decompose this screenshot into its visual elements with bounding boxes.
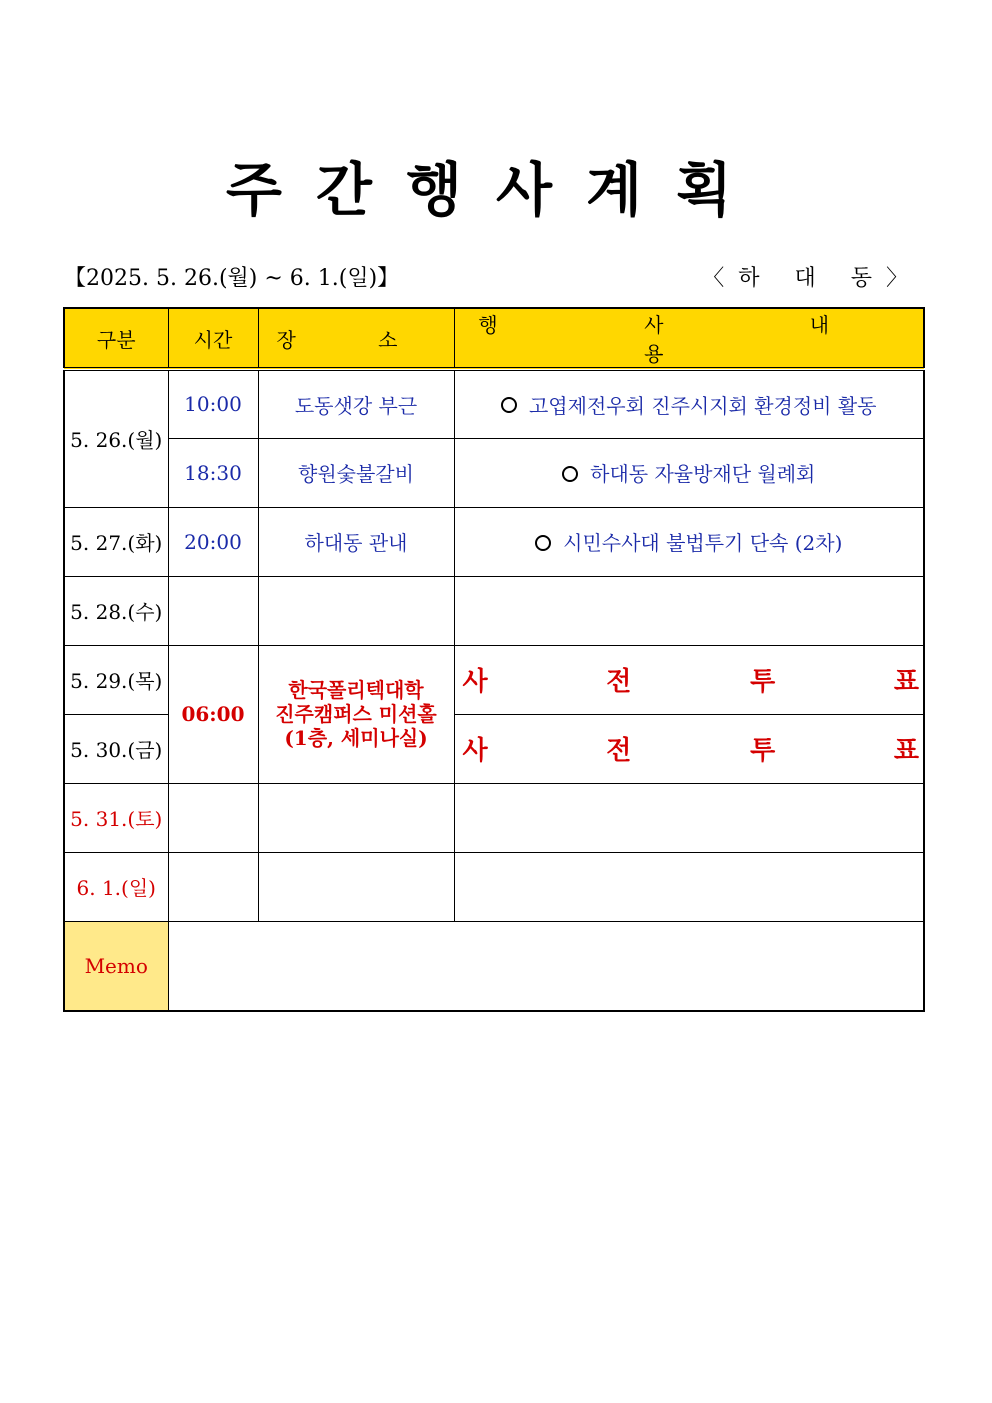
- memo-content: [168, 921, 924, 1011]
- content-cell: [454, 645, 924, 714]
- content-char: 표: [893, 736, 919, 766]
- content-cell: [454, 852, 924, 921]
- header-time: 시간: [168, 308, 258, 369]
- location-cell: 하대동 관내: [258, 507, 454, 576]
- location-line: (1층, 세미나실): [284, 726, 428, 750]
- content-char: 표: [893, 667, 919, 697]
- header-category: 구분: [64, 308, 168, 369]
- location-cell: 향원숯불갈비: [258, 438, 454, 507]
- time-cell: 20:00: [168, 507, 258, 576]
- table-row: [64, 438, 924, 507]
- dong-name: 〈하 대 동〉: [702, 266, 922, 291]
- content-text: 하대동 자율방재단 월례회: [590, 462, 816, 486]
- header-location: 장 소: [258, 308, 454, 369]
- content-cell: [454, 714, 924, 783]
- location-line: 진주캠퍼스 미션홀: [275, 702, 437, 726]
- location-cell: [258, 852, 454, 921]
- location-cell: [258, 783, 454, 852]
- table-row: [64, 576, 924, 645]
- content-cell: [454, 369, 924, 438]
- table-row: [64, 852, 924, 921]
- content-char: 전: [606, 667, 632, 697]
- location-cell: 도동샛강 부근: [258, 369, 454, 438]
- page-title: 주간행사계획: [225, 156, 767, 224]
- content-cell: [454, 507, 924, 576]
- date-cell: 5. 31.(토): [64, 783, 168, 852]
- content-text: 고엽제전우회 진주시지회 환경정비 활동: [528, 393, 877, 418]
- time-cell: [168, 852, 258, 921]
- time-cell: [168, 576, 258, 645]
- time-cell: [168, 783, 258, 852]
- date-cell: 5. 26.(월): [64, 369, 168, 507]
- table-row: [64, 369, 924, 438]
- period-range: 【2025. 5. 26.(월) ~ 6. 1.(일)】: [64, 266, 400, 291]
- date-cell: 5. 28.(수): [64, 576, 168, 645]
- table-row: [64, 507, 924, 576]
- content-char: 투: [750, 736, 776, 766]
- circle-bullet-icon: [501, 397, 517, 413]
- content-char: 투: [750, 667, 776, 697]
- content-text: 시민수사대 불법투기 단속 (2차): [563, 531, 843, 555]
- time-cell: 06:00: [168, 645, 258, 783]
- location-cell: [258, 645, 454, 783]
- time-cell: 18:30: [168, 438, 258, 507]
- content-char: 전: [606, 736, 632, 766]
- content-char: 사: [462, 667, 488, 697]
- table-row: [64, 645, 924, 714]
- time-cell: 10:00: [168, 369, 258, 438]
- date-cell: 5. 27.(화): [64, 507, 168, 576]
- location-line: 한국폴리텍대학: [288, 678, 424, 702]
- circle-bullet-icon: [535, 535, 551, 551]
- header-content: 행 사 내 용: [454, 308, 924, 369]
- table-row: [64, 783, 924, 852]
- memo-row: [64, 921, 924, 1011]
- schedule-table: [63, 307, 925, 1012]
- date-cell: 5. 30.(금): [64, 714, 168, 783]
- content-cell: [454, 783, 924, 852]
- memo-label: Memo: [64, 921, 168, 1011]
- content-cell: [454, 438, 924, 507]
- circle-bullet-icon: [562, 466, 578, 482]
- date-cell: 5. 29.(목): [64, 645, 168, 714]
- content-cell: [454, 576, 924, 645]
- content-char: 사: [462, 736, 488, 766]
- location-cell: [258, 576, 454, 645]
- date-cell: 6. 1.(일): [64, 852, 168, 921]
